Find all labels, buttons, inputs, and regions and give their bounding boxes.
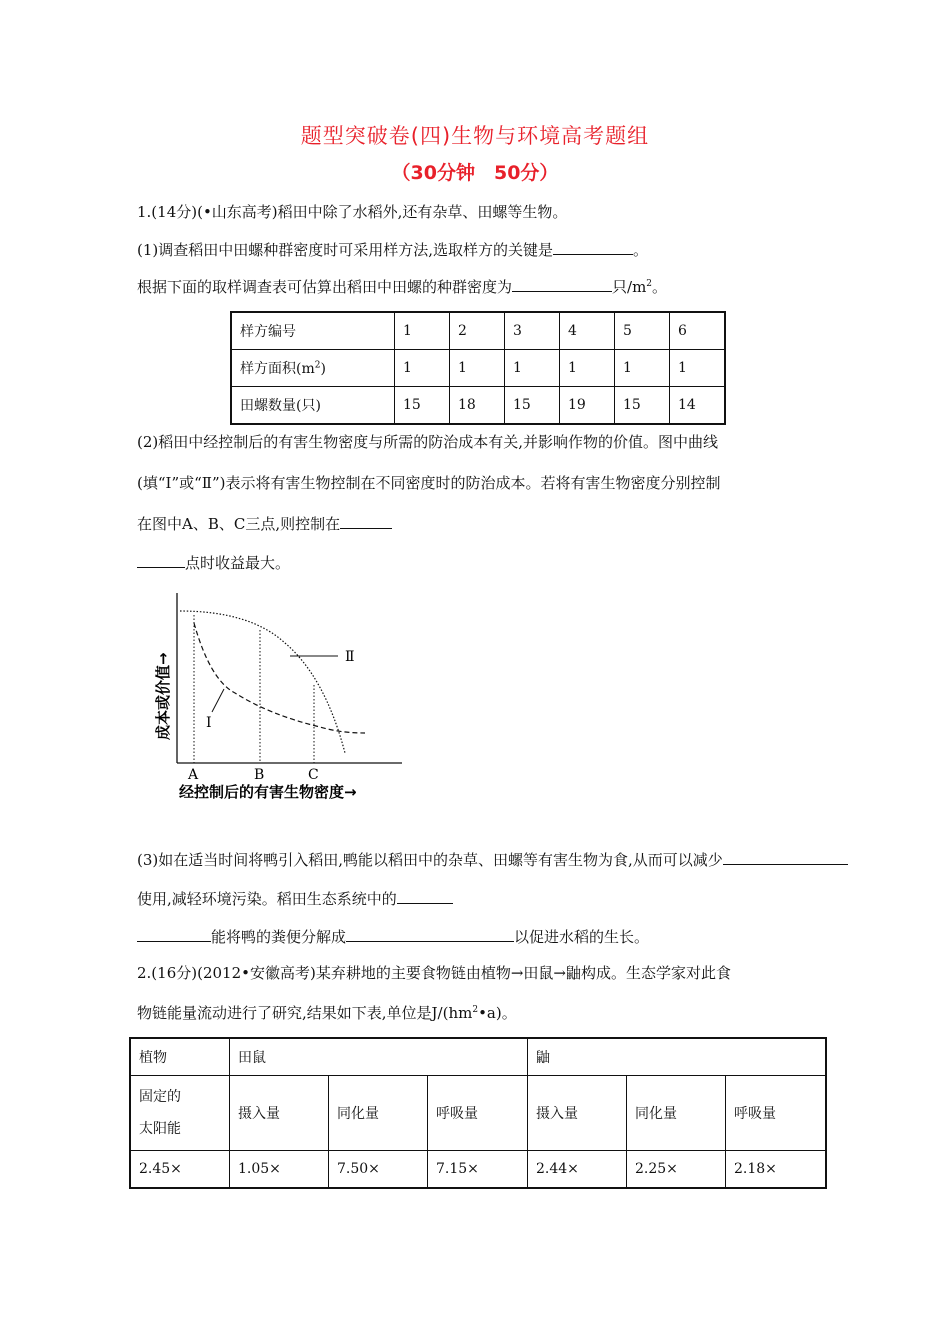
answer-blank[interactable] <box>137 553 185 568</box>
unit-sup: 2 <box>646 279 653 289</box>
table-cell: 2.45× <box>130 1151 230 1189</box>
plant-sub1: 固定的 <box>139 1089 181 1105</box>
cost-value-figure <box>140 585 430 810</box>
q1-part3-text1: (3)如在适当时间将鸭引入稻田,鸭能以稻田中的杂草、田螺等有害生物为食,从而可以减少 <box>137 851 723 869</box>
q1-part1-end: 。 <box>633 241 649 259</box>
header-plant: 植物 <box>130 1038 230 1076</box>
table-cell: 1 <box>615 350 670 387</box>
q1-part3-text3a: 能将鸭的粪便分解成 <box>211 928 347 946</box>
answer-blank[interactable] <box>512 277 612 292</box>
q2-line1: 2.(16分)(2012•安徽高考)某弃耕地的主要食物链由植物→田鼠→鼬构成。生态学家对此食 <box>137 964 731 982</box>
q1-intro: 1.(14分)(•山东高考)稻田中除了水稻外,还有杂草、田螺等生物。 <box>137 203 568 221</box>
answer-blank[interactable] <box>723 850 848 865</box>
subheader-cell: 同化量 <box>329 1076 428 1151</box>
answer-blank[interactable] <box>553 240 633 255</box>
q1-part2-line4 <box>137 552 290 573</box>
table-cell: 1 <box>560 350 615 387</box>
plant-subheader <box>130 1076 230 1151</box>
q2-line2-tail: •a)。 <box>478 1004 517 1022</box>
y-axis-label: 成本或价值→ <box>154 652 172 740</box>
q1-part3-text3b: 以促进水稻的生长。 <box>514 928 650 946</box>
q1-part1-line1 <box>137 239 648 260</box>
answer-blank[interactable] <box>346 927 514 942</box>
header-weasel: 鼬 <box>528 1038 827 1076</box>
table-cell: 14 <box>670 387 726 425</box>
table-row <box>231 350 725 387</box>
table-cell: 19 <box>560 387 615 425</box>
row-label <box>231 350 395 387</box>
table-cell: 1.05× <box>230 1151 329 1189</box>
curve-i <box>194 623 365 733</box>
energy-flow-table <box>129 1037 827 1189</box>
row-label-tail: ) <box>320 361 326 377</box>
x-axis-label: 经控制后的有害生物密度→ <box>179 783 357 801</box>
q1-part3-line2 <box>137 888 453 909</box>
row-label-sup: 2 <box>314 360 321 371</box>
q1-part3-text2: 使用,减轻环境污染。稻田生态系统中的 <box>137 890 397 908</box>
unit-tail: 。 <box>652 278 668 296</box>
table-cell: 3 <box>505 312 560 350</box>
subheader-cell: 摄入量 <box>230 1076 329 1151</box>
point-label-b: B <box>254 767 265 783</box>
table-row <box>130 1076 826 1151</box>
q1-part1-line2 <box>137 276 667 297</box>
q1-part2-line1: (2)稻田中经控制后的有害生物密度与所需的防治成本有关,并影响作物的价值。图中曲线 <box>137 433 719 451</box>
row-label: 样方编号 <box>231 312 395 350</box>
table-cell: 2.44× <box>528 1151 627 1189</box>
subheader-cell: 摄入量 <box>528 1076 627 1151</box>
q1-part2-text4: 点时收益最大。 <box>185 554 291 572</box>
table-cell: 2 <box>450 312 505 350</box>
table-cell: 2.18× <box>726 1151 827 1189</box>
subheader-cell: 同化量 <box>627 1076 726 1151</box>
subheader-cell: 呼吸量 <box>726 1076 827 1151</box>
q2-line2-text: 物链能量流动进行了研究,结果如下表,单位是J/(hm <box>137 1004 473 1022</box>
curve-ii-label: Ⅱ <box>345 649 355 665</box>
header-vole: 田鼠 <box>230 1038 528 1076</box>
answer-blank[interactable] <box>340 514 392 529</box>
q1-part2-text3: 在图中A、B、C三点,则控制在 <box>137 515 341 533</box>
table-cell: 1 <box>395 312 450 350</box>
table-cell: 4 <box>560 312 615 350</box>
unit-text: 只/m <box>612 278 647 296</box>
page-title: 题型突破卷(四)生物与环境高考题组 <box>300 124 650 148</box>
table-row <box>231 312 725 350</box>
table-cell: 18 <box>450 387 505 425</box>
table-row <box>130 1151 826 1189</box>
page-subtitle: （30分钟 50分） <box>391 162 559 184</box>
table-row <box>231 387 725 425</box>
answer-blank[interactable] <box>397 889 453 904</box>
q1-part2-line3 <box>137 513 392 534</box>
table-cell: 7.15× <box>428 1151 528 1189</box>
q1-part3-line1 <box>137 849 848 870</box>
q1-part2-line2: (填“Ⅰ”或“Ⅱ”)表示将有害生物控制在不同密度时的防治成本。若将有害生物密度分别控制 <box>137 474 721 492</box>
table-cell: 5 <box>615 312 670 350</box>
q1-part1-text: (1)调查稻田中田螺种群密度时可采用样方法,选取样方的关键是 <box>137 241 554 259</box>
table-cell: 2.25× <box>627 1151 726 1189</box>
table-cell: 15 <box>395 387 450 425</box>
subheader-cell: 呼吸量 <box>428 1076 528 1151</box>
table-cell: 1 <box>505 350 560 387</box>
row-label: 田螺数量(只) <box>231 387 395 425</box>
table-cell: 15 <box>505 387 560 425</box>
table-cell: 6 <box>670 312 726 350</box>
q2-line2-sup: 2 <box>472 1005 479 1015</box>
answer-blank[interactable] <box>137 927 211 942</box>
point-label-a: A <box>188 767 199 783</box>
curve-ii <box>180 611 345 753</box>
table-row <box>130 1038 826 1076</box>
table-cell: 1 <box>670 350 726 387</box>
table-cell: 1 <box>395 350 450 387</box>
table-cell: 7.50× <box>329 1151 428 1189</box>
quadrat-table <box>230 311 726 425</box>
q1-part1-text2: 根据下面的取样调查表可估算出稻田中田螺的种群密度为 <box>137 278 513 296</box>
curve-i-label: Ⅰ <box>206 715 212 731</box>
point-label-c: C <box>308 767 319 783</box>
plant-sub2: 太阳能 <box>139 1121 181 1137</box>
curve-i-leader <box>212 689 224 712</box>
table-cell: 15 <box>615 387 670 425</box>
row-label-text: 样方面积(m <box>240 361 315 377</box>
q1-part3-line3 <box>137 926 649 947</box>
q2-line2 <box>137 1002 517 1023</box>
table-cell: 1 <box>450 350 505 387</box>
